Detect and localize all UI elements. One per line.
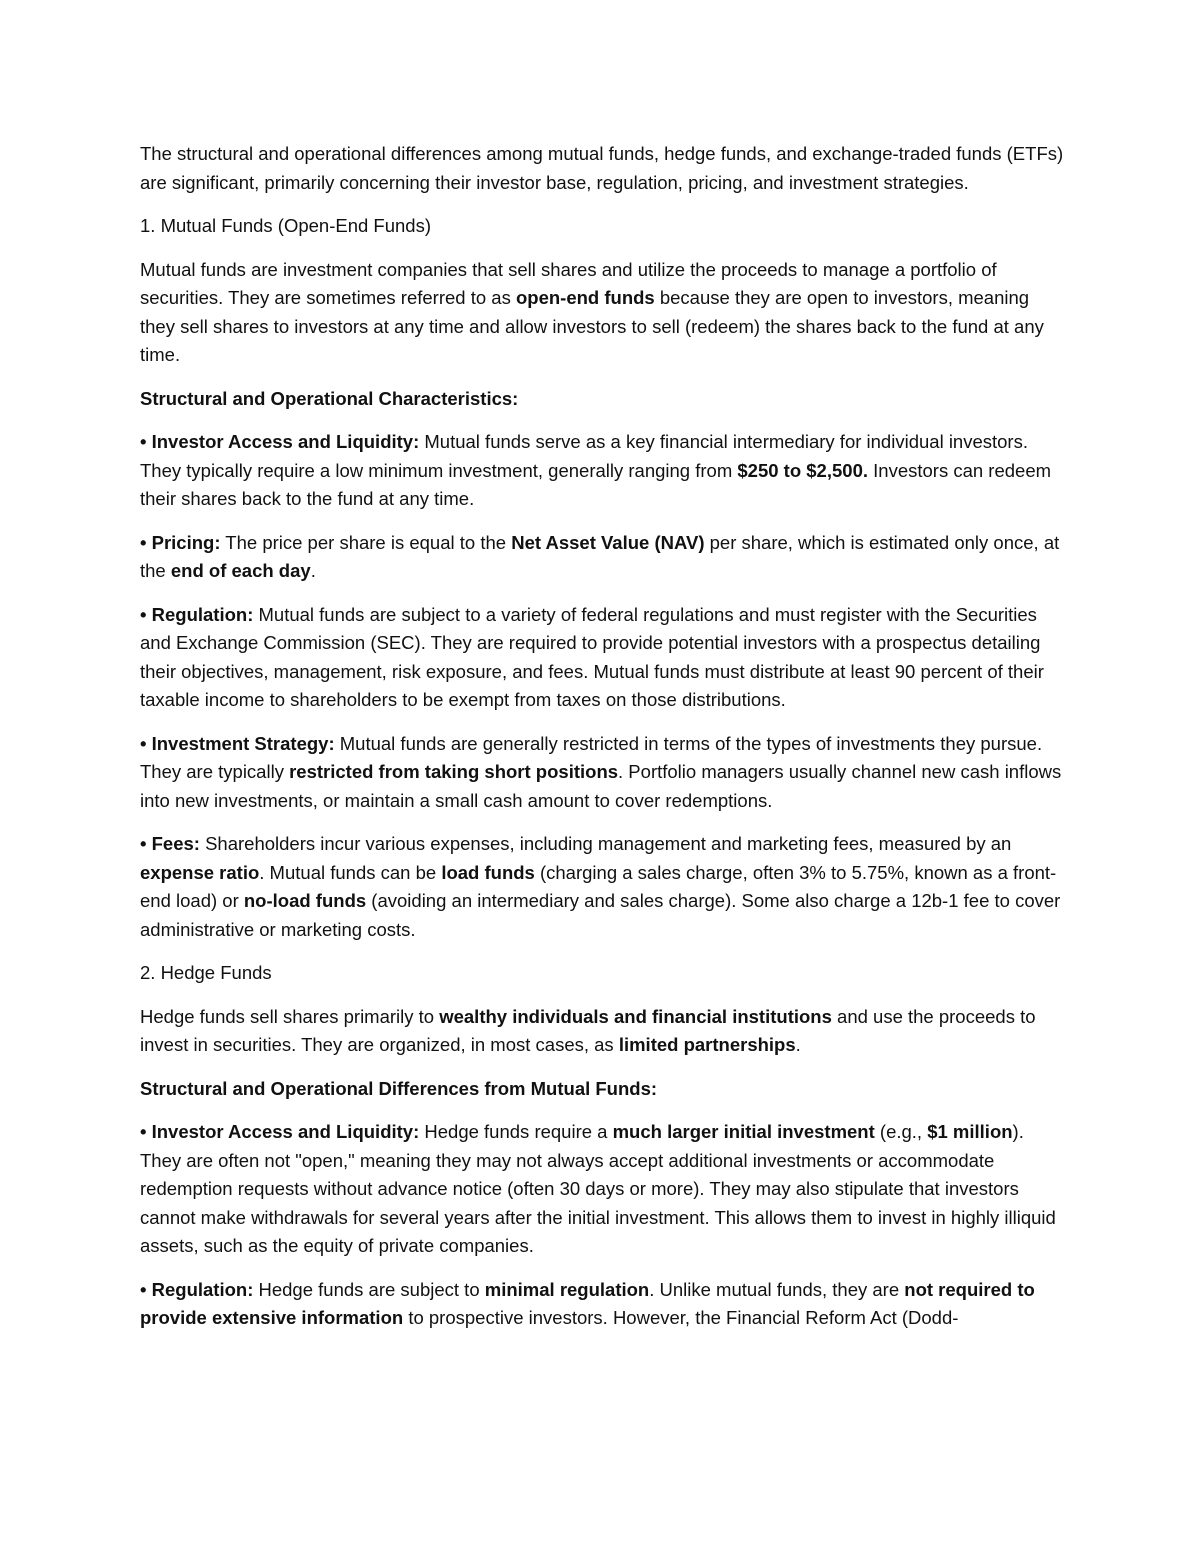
bullet-label: • Investor Access and Liquidity:: [140, 431, 420, 452]
text-run: . Mutual funds can be: [259, 861, 442, 883]
text-run: . Portfolio managers usually channel new cash inflows into new investments, or maintain a small cash amount to cover redemptions.: [140, 761, 1062, 811]
bold-run: Net Asset Value (NAV): [511, 531, 705, 553]
bullet-label: • Regulation:: [140, 1278, 254, 1300]
bullet-mutual-access: [140, 428, 1065, 514]
text-run: Mutual funds are subject to a variety of federal regulations and must register with the Securities and Exchange Commission (SEC). They are required to provide potential investors with a prospectus detailing their objectives, management, risk exposure, and fees. Mutual funds must distribute at least 90 percent of their taxable income to shareholders to be exempt from taxes on those distributions.: [140, 603, 1044, 710]
text-run: Hedge funds are subject to: [253, 1278, 485, 1300]
bold-run: much larger initial investment: [612, 1121, 875, 1142]
text-run: (charging a sales charge, often 3% to 5.75%, known as a front-end load) or: [140, 861, 1057, 911]
text-run: (e.g.,: [874, 1121, 928, 1142]
bullet-mutual-pricing: [140, 529, 1065, 586]
bullet-hedge-access: [140, 1118, 1065, 1261]
text-run: .: [795, 1034, 801, 1055]
text-run: because they are open to investors, meaning they sell shares to investors at any time and allow investors to sell (redeem) the shares back to the fund at any time.: [140, 287, 1044, 365]
text-run: per share, which is estimated only once, at the: [140, 531, 1060, 581]
text-run: Investors can redeem their shares back to the fund at any time.: [140, 459, 1052, 509]
section-1-subheading: [140, 385, 1065, 414]
bold-run: Structural and Operational Differences from Mutual Funds:: [140, 1077, 658, 1099]
bold-run: Structural and Operational Characteristics:: [140, 387, 519, 409]
bold-run: no-load funds: [243, 890, 367, 911]
text-run: ). They are often not "open," meaning they may not always accept additional investments or accommodate redemption requests without advance notice (often 30 days or more). They may also stipulate that investors cannot make withdrawals for several years after the initial investment. This allows them to invest in highly illiquid assets, such as the equity of private companies.: [140, 1121, 1056, 1256]
text-run: Hedge funds sell shares primarily to: [140, 1005, 440, 1027]
bold-run: minimal regulation: [484, 1278, 650, 1300]
text-run: Hedge funds require a: [419, 1121, 613, 1142]
text-run: Mutual funds are investment companies that sell shares and utilize the proceeds to manage a portfolio of securities. They are sometimes referred to as: [140, 258, 997, 308]
text-run: Mutual funds serve as a key financial intermediary for individual investors. They typically require a low minimum investment, generally ranging from: [140, 431, 1028, 481]
text-run: (avoiding an intermediary and sales charge). Some also charge a 12b-1 fee to cover administrative or marketing costs.: [140, 890, 1061, 940]
bold-run: end of each day: [170, 560, 311, 581]
bullet-label: • Investor Access and Liquidity:: [140, 1121, 420, 1142]
bullet-label: • Investment Strategy:: [140, 732, 335, 754]
section-2-paragraph: [140, 1003, 1065, 1060]
intro-paragraph: The structural and operational differences among mutual funds, hedge funds, and exchange-traded funds (ETFs) are significant, primarily concerning their investor base, regulation, pricing, and investment strategies.: [140, 143, 1064, 193]
text-run: . Unlike mutual funds, they are: [649, 1278, 905, 1300]
text-run: .: [310, 560, 316, 581]
bold-run: wealthy individuals and financial institutions: [439, 1005, 832, 1027]
bullet-label: • Fees:: [140, 833, 200, 854]
bold-run: not required to provide extensive information: [140, 1278, 1035, 1328]
text-run: and use the proceeds to invest in securities. They are organized, in most cases, as: [140, 1005, 1036, 1055]
section-2-subheading: [140, 1075, 1065, 1104]
bullet-label: • Regulation:: [140, 603, 254, 625]
bold-run: restricted from taking short positions: [289, 761, 619, 782]
bold-run: open-end funds: [515, 287, 655, 308]
bold-run: load funds: [441, 861, 535, 883]
bullet-hedge-regulation: [140, 1276, 1065, 1333]
bold-run: limited partnerships: [618, 1034, 796, 1055]
text-run: to prospective investors. However, the Financial Reform Act (Dodd-: [403, 1307, 959, 1328]
text-run: Shareholders incur various expenses, including management and marketing fees, measured by an: [199, 833, 1012, 854]
text-run: The price per share is equal to the: [220, 531, 512, 553]
bullet-label: • Pricing:: [140, 531, 221, 553]
bold-run: $1 million: [927, 1121, 1013, 1142]
bullet-mutual-regulation: [140, 601, 1065, 715]
section-1-title: 1. Mutual Funds (Open-End Funds): [140, 215, 432, 236]
bullet-mutual-strategy: [140, 730, 1065, 816]
section-2-title: 2. Hedge Funds: [140, 962, 272, 983]
bold-run: expense ratio: [140, 861, 260, 883]
section-1-paragraph: [140, 256, 1065, 370]
bold-run: $250 to $2,500.: [737, 459, 868, 481]
document-page: [140, 140, 1065, 1348]
bullet-mutual-fees: [140, 830, 1065, 944]
text-run: Mutual funds are generally restricted in terms of the types of investments they pursue. They are typically: [140, 732, 1043, 782]
